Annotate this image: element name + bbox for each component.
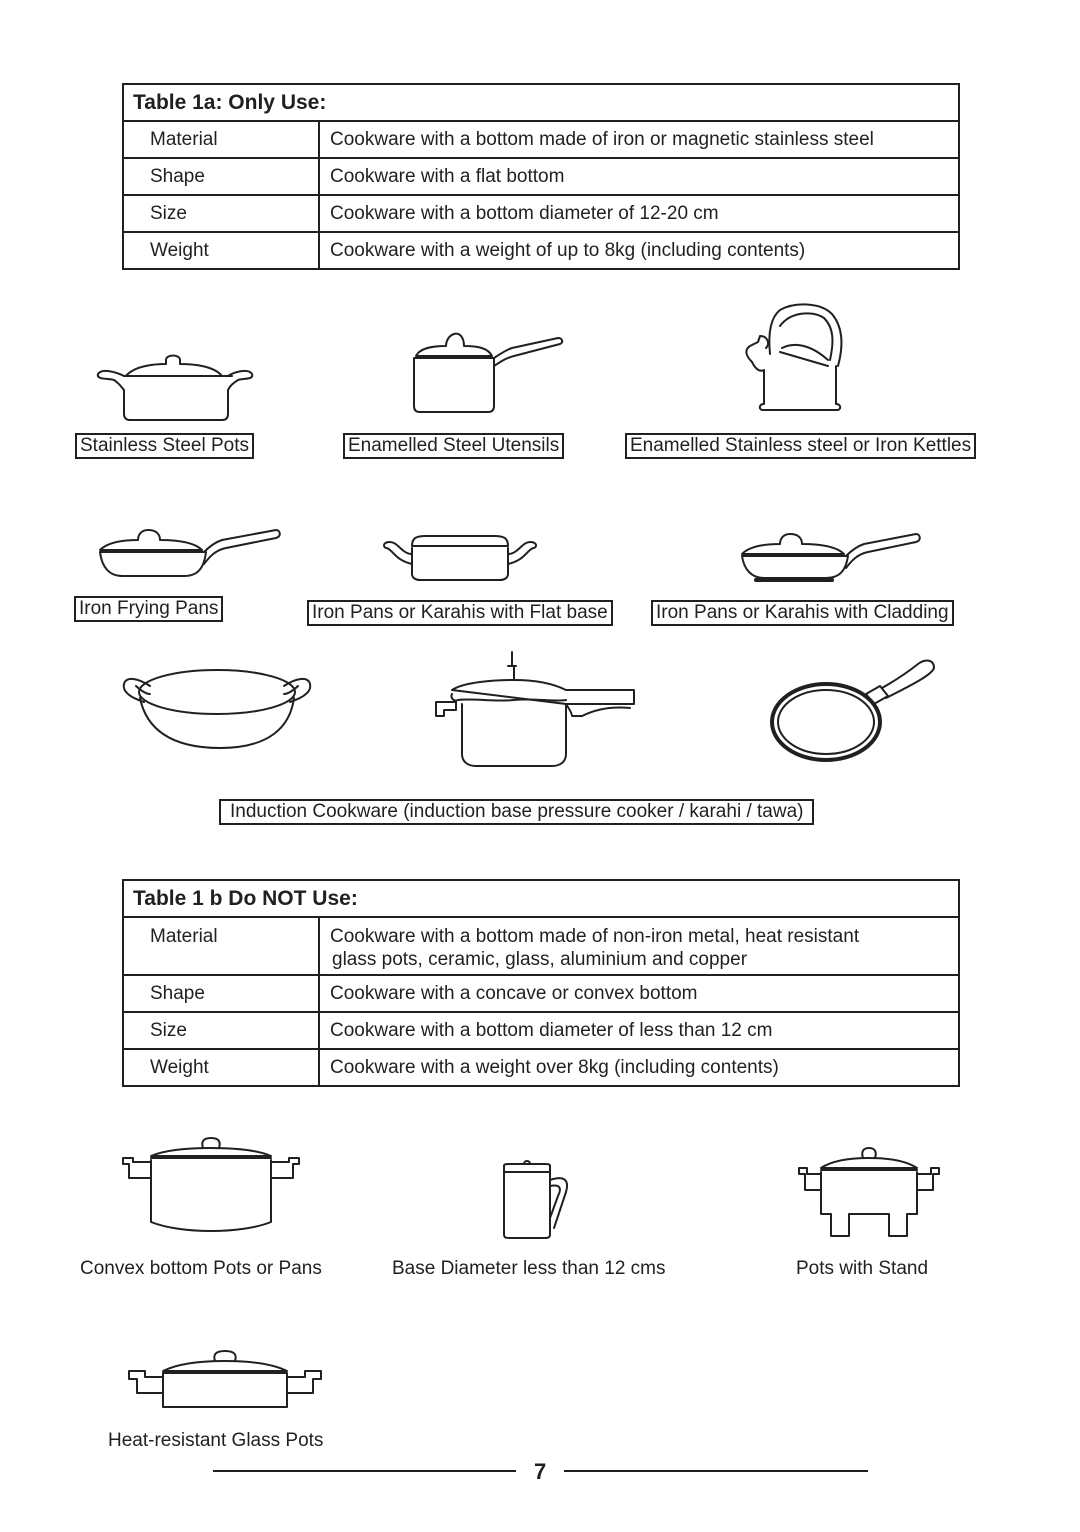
- table-title: Table 1 b Do NOT Use:: [123, 880, 959, 917]
- row-value-material-line2: glass pots, ceramic, glass, aluminium and copper: [332, 949, 748, 970]
- row-value-weight: Cookware with a weight of up to 8kg (including contents): [319, 232, 959, 269]
- kettle-icon: [740, 300, 850, 412]
- tawa-icon: [768, 658, 943, 764]
- footer-rule-left: [213, 1470, 516, 1472]
- small-jug-icon: [500, 1158, 572, 1240]
- table-title: Table 1a: Only Use:: [123, 84, 959, 121]
- caption-iron-frying-pans: Iron Frying Pans: [74, 596, 223, 622]
- caption-glass-pots: Heat-resistant Glass Pots: [108, 1430, 324, 1451]
- caption-enamelled-steel-utensils: Enamelled Steel Utensils: [343, 433, 564, 459]
- caption-kettles: Enamelled Stainless steel or Iron Kettles: [625, 433, 976, 459]
- row-key-material: Material: [123, 121, 319, 158]
- row-value-material-line1: Cookware with a bottom made of non-iron metal, heat resistant: [330, 926, 860, 947]
- row-value-shape: Cookware with a concave or convex bottom: [319, 975, 959, 1012]
- caption-small-base: Base Diameter less than 12 cms: [392, 1258, 666, 1279]
- table-only-use: [122, 83, 960, 270]
- caption-stainless-steel-pots: Stainless Steel Pots: [75, 433, 254, 459]
- caption-pots-with-stand: Pots with Stand: [796, 1258, 929, 1279]
- row-key-shape: Shape: [123, 975, 319, 1012]
- pot-with-stand-icon: [797, 1146, 943, 1240]
- caption-flat-base-karahis: Iron Pans or Karahis with Flat base: [307, 600, 613, 626]
- row-key-shape: Shape: [123, 158, 319, 195]
- saucepan-icon: [412, 328, 572, 414]
- pressure-cooker-icon: [434, 650, 644, 768]
- table-do-not-use: [122, 879, 960, 1087]
- row-key-size: Size: [123, 1012, 319, 1049]
- caption-cladding-karahis: Iron Pans or Karahis with Cladding: [651, 600, 954, 626]
- row-key-weight: Weight: [123, 1049, 319, 1086]
- row-key-weight: Weight: [123, 232, 319, 269]
- caption-convex-bottom: Convex bottom Pots or Pans: [80, 1258, 322, 1279]
- row-key-material: Material: [123, 917, 319, 975]
- clad-pan-icon: [740, 532, 925, 584]
- row-value-material: [319, 917, 959, 975]
- row-key-size: Size: [123, 195, 319, 232]
- row-value-size: Cookware with a bottom diameter of 12-20 cm: [319, 195, 959, 232]
- footer-rule-right: [564, 1470, 868, 1472]
- row-value-size: Cookware with a bottom diameter of less than 12 cm: [319, 1012, 959, 1049]
- stainless-steel-pot-icon: [94, 352, 234, 422]
- caption-induction-cookware: Induction Cookware (induction base pressure cooker / karahi / tawa): [219, 799, 814, 825]
- page-number: 7: [534, 1459, 547, 1484]
- convex-pot-icon: [121, 1138, 301, 1236]
- row-value-material: Cookware with a bottom made of iron or magnetic stainless steel: [319, 121, 959, 158]
- frying-pan-icon: [98, 528, 283, 578]
- karahi-icon: [120, 668, 320, 750]
- row-value-weight: Cookware with a weight over 8kg (including contents): [319, 1049, 959, 1086]
- row-value-shape: Cookware with a flat bottom: [319, 158, 959, 195]
- glass-pot-icon: [127, 1349, 323, 1411]
- flat-karahi-icon: [382, 534, 547, 582]
